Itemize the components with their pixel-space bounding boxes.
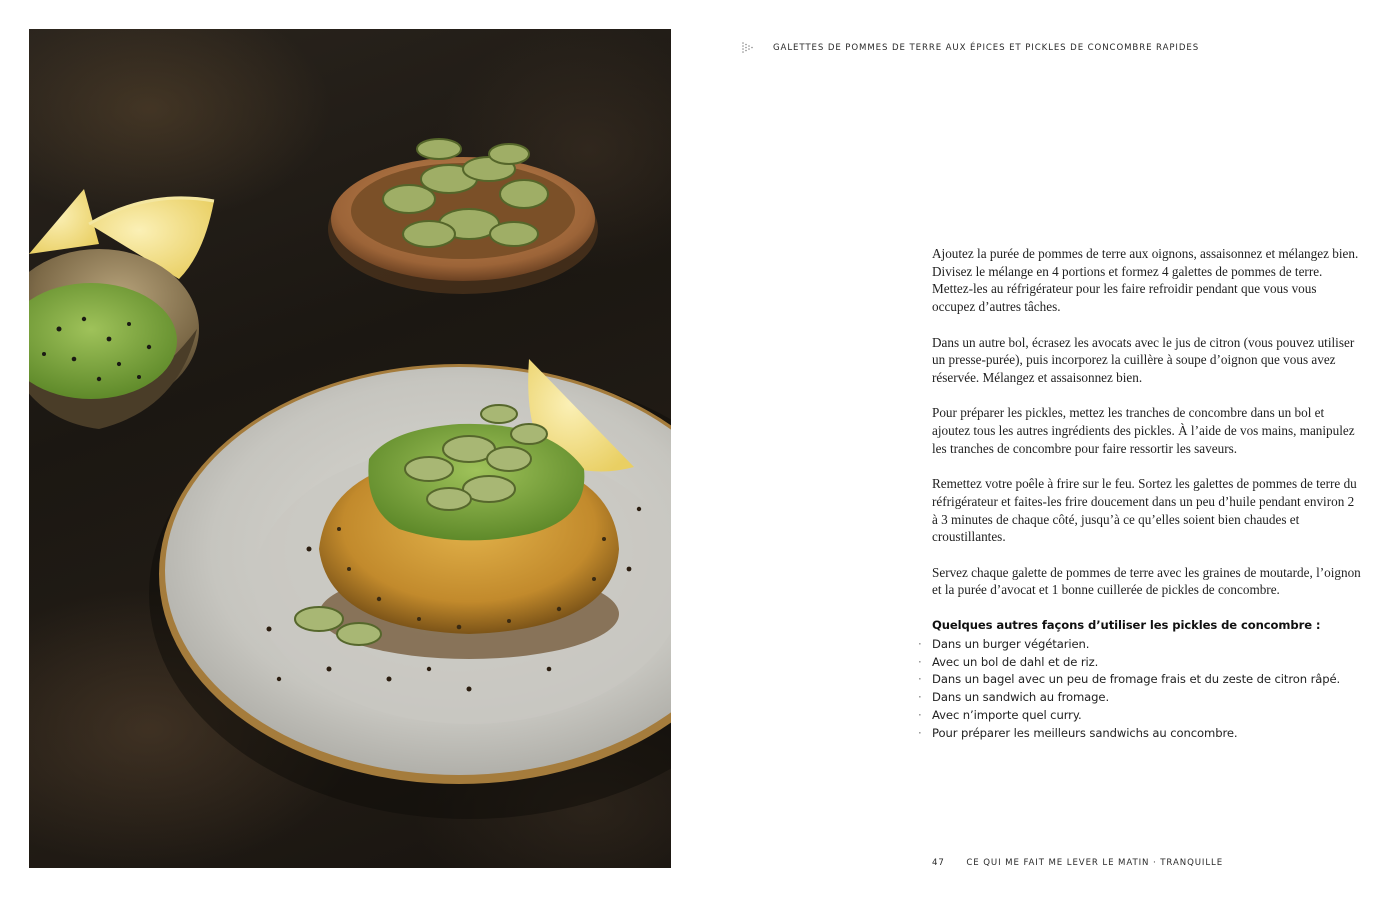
page-footer	[932, 858, 1223, 868]
tips-heading: Quelques autres façons d’utiliser les pickles de concombre :	[932, 618, 1321, 632]
list-item	[918, 707, 1340, 725]
instruction-paragraph: Dans un autre bol, écrasez les avocats avec le jus de citron (vous pouvez utiliser un presse-purée), puis incorporez la cuillère à soupe d’oignon que vous avez réservée. Mélangez et assaisonnez bien.	[932, 334, 1355, 385]
tips-list	[918, 636, 1340, 742]
pickles-bowl	[328, 139, 598, 294]
list-item	[918, 689, 1340, 707]
list-item-text: Pour préparer les meilleurs sandwichs au concombre.	[932, 725, 1238, 740]
instruction-paragraph: Pour préparer les pickles, mettez les tranches de concombre dans un bol et ajoutez tous les autres ingrédients des pickles. À l’aide de vos mains, manipulez les tranches de concombre pour faire ressortir les saveurs.	[932, 405, 1355, 456]
bullet: ·	[918, 707, 922, 722]
recipe-title: GALETTES DE POMMES DE TERRE AUX ÉPICES ET PICKLES DE CONCOMBRE RAPIDES	[773, 43, 1200, 53]
book-title: CE QUI ME FAIT ME LEVER LE MATIN · TRANQUILLE	[966, 858, 1224, 868]
list-item	[918, 671, 1340, 689]
list-item	[918, 725, 1340, 743]
bullet: ·	[918, 637, 922, 651]
list-item-text: Dans un bagel avec un peu de fromage frais et du zeste de citron râpé.	[932, 672, 1341, 687]
list-item-text: Avec un bol de dahl et de riz.	[932, 654, 1099, 669]
recipe-instructions	[932, 245, 1362, 617]
list-item	[918, 636, 1340, 654]
list-item	[918, 654, 1340, 672]
bullet: ·	[918, 672, 922, 687]
dotted-arrow-icon	[741, 41, 753, 55]
bullet: ·	[918, 690, 922, 705]
bullet: ·	[918, 654, 922, 669]
list-item-text: Avec n’importe quel curry.	[932, 707, 1082, 722]
running-head	[741, 41, 1199, 55]
instruction-paragraph: Remettez votre poêle à frire sur le feu. Sortez les galettes de pommes de terre du réfrigérateur et faites-les frire doucement dans un peu d’huile pendant environ 2 à 3 minutes de chaque côté, jusqu’à ce qu’elles soient bien chaudes et croustillantes.	[932, 476, 1357, 545]
instruction-paragraph: Ajoutez la purée de pommes de terre aux oignons, assaisonnez et mélangez bien. Divisez le mélange en 4 portions et formez 4 galettes de pommes de terre. Mettez-les au réfrigérateur pour les faire refroidir pendant que vous vous occupez d’autres tâches.	[932, 246, 1359, 315]
list-item-text: Dans un burger végétarien.	[932, 637, 1090, 651]
recipe-photo-illustration	[29, 29, 671, 868]
avocado-bowl	[29, 249, 199, 429]
instruction-paragraph: Servez chaque galette de pommes de terre avec les graines de moutarde, l’oignon et la purée d’avocat et 1 bonne cuillerée de pickles de concombre.	[932, 564, 1361, 598]
bullet: ·	[918, 725, 922, 740]
page-number: 47	[932, 858, 945, 868]
list-item-text: Dans un sandwich au fromage.	[932, 690, 1110, 705]
recipe-photo	[29, 29, 671, 868]
